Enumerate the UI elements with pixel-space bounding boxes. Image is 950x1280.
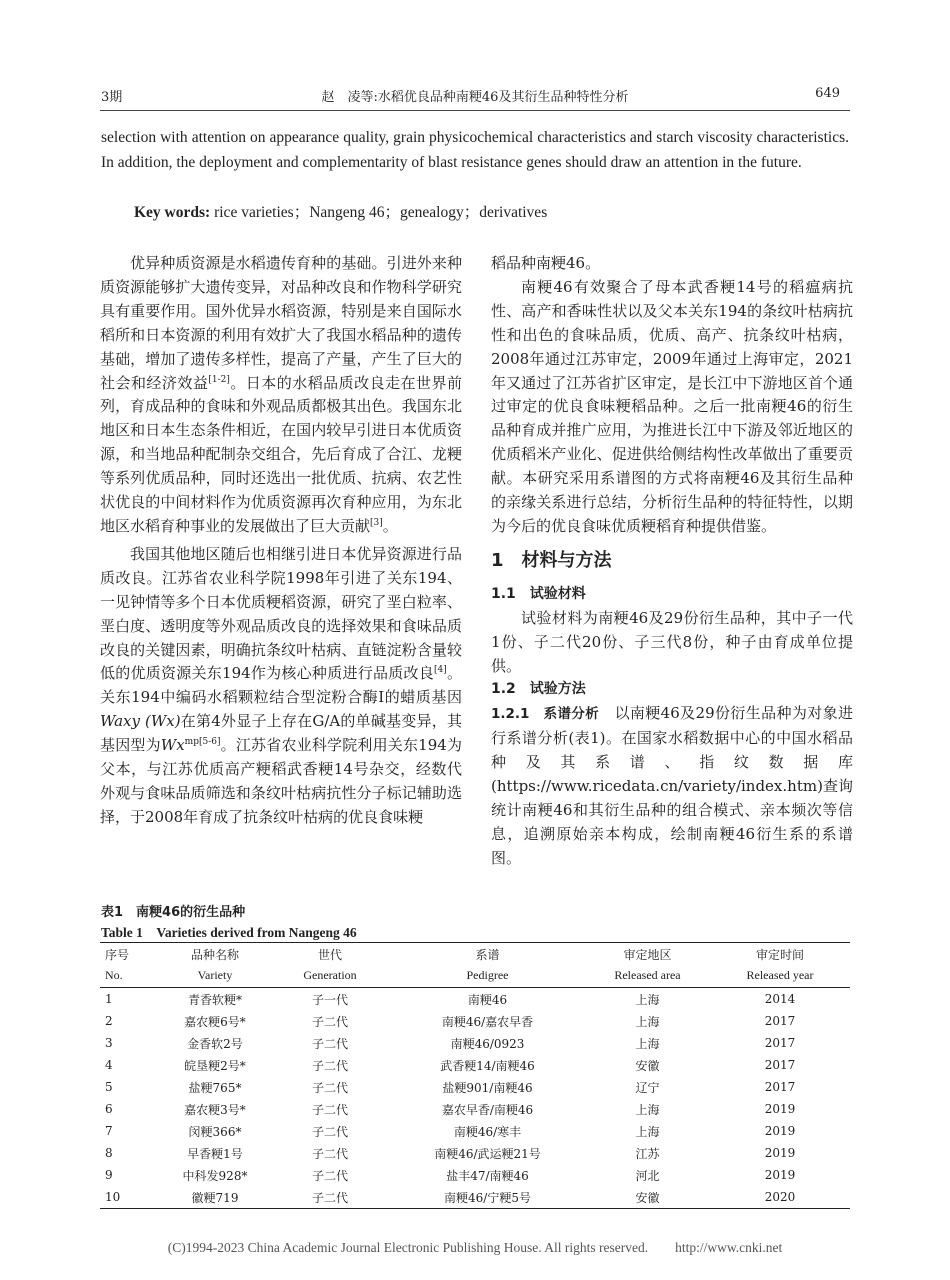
cell-generation: 子二代 <box>311 1080 348 1095</box>
keywords: Key words: rice varieties；Nangeng 46；genealogy；derivatives <box>134 204 548 221</box>
cell-pedigree: 南粳46/宁粳5号 <box>390 1186 585 1209</box>
cell-year: 2019 <box>764 1146 796 1160</box>
table-row <box>100 1120 850 1142</box>
cell-no: 7 <box>105 1124 113 1138</box>
page-number: 649 <box>815 86 840 101</box>
cell-generation: 子二代 <box>311 1124 348 1139</box>
table-row <box>100 1186 850 1209</box>
cell-year: 2020 <box>710 1186 850 1209</box>
cell-year: 2019 <box>764 1124 796 1138</box>
keywords-label: Key words <box>134 204 206 221</box>
ref-5-6[interactable]: [5-6] <box>198 737 221 748</box>
copyright-footer: (C)1994-2023 China Academic Journal Electronic Publishing House. All rights reserved. http://www.cnki.net <box>167 1240 783 1255</box>
intro-paragraph-2: 我国其他地区随后也相继引进日本优异资源进行品质改良。江苏省农业科学院1998年引进了关东194、一见钟情等多个日本优质粳稻资源，研究了垩白粒率、垩白度、透明度等外观品质改良的选择效果和食味品质改良的关键因素，明确抗条纹叶枯病、直链淀粉含量较低的优质资源关东194作为核心种质进行品质改良[4]。关东194中编码水稻颗粒结合型淀粉合酶I的蜡质基因Waxy (Wx)在第4外显子上存在G/A的单碱基变异，其基因型为$Wx^{mp[5-6]}$。江苏省农业科学院利用关东194为父本，与江苏优质高产粳稻武香粳14号杂交，经数代外观与食味品质筛选和条纹叶枯病抗性分子标记辅助选择，于2008年育成了抗条纹叶枯病的优良食味粳 <box>100 544 462 826</box>
abstract-tail: selection with attention on appearance quality, grain physicochemical characteristics and starch viscosity characteristics. In addition, the deployment and complementarity of blast resistance genes should draw an attention in the future. <box>101 129 849 171</box>
allele-sup: mp <box>184 737 199 748</box>
allele-name: Wx <box>160 736 185 755</box>
table-caption <box>101 903 357 943</box>
ref-3[interactable]: [3] <box>370 517 383 528</box>
cell-no: 8 <box>105 1146 113 1160</box>
continued-text: 稻品种南粳46。 <box>491 254 601 272</box>
cell-no: 3 <box>105 1036 113 1050</box>
cell-year: 2017 <box>764 1058 796 1072</box>
th-year-cn: 审定时间 <box>710 943 850 966</box>
cell-area: 江苏 <box>635 1146 660 1161</box>
cell-pedigree: 盐丰47/南粳46 <box>446 1168 529 1183</box>
cell-no: 5 <box>105 1080 113 1094</box>
cell-pedigree: 南粳46/0923 <box>450 1036 525 1051</box>
table-row <box>100 1054 850 1076</box>
gene-name: Waxy (Wx) <box>100 712 181 731</box>
header-rule <box>100 110 850 111</box>
table-row <box>100 988 850 1011</box>
left-column <box>100 252 462 830</box>
table-header-en <box>100 965 850 988</box>
table-row <box>100 1098 850 1120</box>
derivatives-table <box>100 942 850 1209</box>
th-year-en: Released year <box>710 965 850 988</box>
issue-label: 3期 <box>101 90 123 105</box>
cell-area: 上海 <box>635 1036 660 1051</box>
section-1-2-heading: 1.2 试验方法 <box>491 681 586 698</box>
th-variety-cn: 品种名称 <box>160 943 270 966</box>
cell-generation: 子二代 <box>311 1102 348 1117</box>
table-caption-cn: 表1 南粳46的衍生品种 <box>101 905 246 920</box>
cell-area: 上海 <box>635 1014 660 1029</box>
intro-paragraph-1: 优异种质资源是水稻遗传育种的基础。引进外来种质资源能够扩大遗传变异，对品种改良和作物科学研究具有重要作用。国外优异水稻资源，特别是来自国际水稻所和日本资源的利用有效扩大了我国水稻品种的遗传基础，增加了遗传多样性，提高了产量，产生了巨大的社会和经济效益[1-2]。日本的水稻品质改良走在世界前列，育成品种的食味和外观品质都极其出色。我国东北地区和日本生态条件相近，在国内较早引进日本优质资源，和当地品种配制杂交组合，先后育成了合江、龙粳等系列优质品种，同时还选出一批优质、抗病、农艺性状优良的中间材料作为优质资源再次育种应用，为东北地区水稻育种事业的发展做出了巨大贡献[3]。 <box>100 254 462 535</box>
cell-pedigree: 南粳46 <box>467 992 508 1007</box>
cell-area: 辽宁 <box>635 1080 660 1095</box>
table-row <box>100 1010 850 1032</box>
section-1-2-1-heading: 1.2.1 系谱分析 <box>491 706 600 723</box>
cell-generation: 子二代 <box>311 1014 348 1029</box>
cell-no: 4 <box>105 1058 113 1072</box>
cell-variety: 中科发928* <box>182 1168 248 1183</box>
keywords-text: rice varieties；Nangeng 46；genealogy；derivatives <box>214 204 548 221</box>
cell-area: 河北 <box>635 1168 660 1183</box>
ref-1-2[interactable]: [1-2] <box>208 374 230 385</box>
th-generation-en: Generation <box>270 965 390 988</box>
running-title: 赵 凌等:水稻优良品种南粳46及其衍生品种特性分析 <box>321 90 629 105</box>
cell-variety: 皖垦粳2号* <box>184 1058 246 1073</box>
th-area-en: Released area <box>585 965 710 988</box>
cell-generation: 子二代 <box>311 1146 348 1161</box>
table-row <box>100 1164 850 1186</box>
cell-year: 2017 <box>764 1014 796 1028</box>
th-pedigree-cn: 系谱 <box>390 943 585 966</box>
cell-variety: 盐粳765* <box>188 1080 242 1095</box>
cell-area: 上海 <box>635 1124 660 1139</box>
table-header-cn <box>100 943 850 966</box>
cell-pedigree: 武香粳14/南粳46 <box>440 1058 535 1073</box>
cell-no: 10 <box>100 1186 160 1209</box>
cell-year: 2019 <box>764 1168 796 1182</box>
cell-variety: 嘉农粳3号* <box>184 1102 246 1117</box>
cell-variety: 闵粳366* <box>188 1124 242 1139</box>
th-generation-cn: 世代 <box>270 943 390 966</box>
table-row <box>100 1032 850 1054</box>
materials-paragraph: 试验材料为南粳46及29份衍生品种，其中子一代1份、子二代20份、子三代8份，种子由育成单位提供。 <box>491 608 853 675</box>
th-variety-en: Variety <box>160 965 270 988</box>
cell-generation: 子一代 <box>311 992 348 1007</box>
cell-pedigree: 嘉农早香/南粳46 <box>441 1102 534 1117</box>
cell-year: 2014 <box>764 992 796 1006</box>
cell-no: 9 <box>105 1168 113 1182</box>
cell-generation: 子二代 <box>270 1186 390 1209</box>
table-row <box>100 1076 850 1098</box>
right-column <box>491 252 853 871</box>
cell-variety: 早香粳1号 <box>187 1146 243 1161</box>
section-1-1-heading: 1.1 试验材料 <box>491 585 586 602</box>
cell-year: 2017 <box>764 1036 796 1050</box>
table-row <box>100 1142 850 1164</box>
intro-paragraph-3: 南粳46有效聚合了母本武香粳14号的稻瘟病抗性、高产和香味性状以及父本关东194的条纹叶枯病抗性和出色的食味品质，优质、高产、抗条纹叶枯病，2008年通过江苏审定，2009年通过上海审定，2021年又通过了江苏省扩区审定，是长江中下游地区首个通过审定的优良食味粳稻品种。之后一批南粳46的衍生品种育成并推广应用，为推进长江中下游及邻近地区的优质稻米产业化、促进供给侧结构性改革做出了重要贡献。本研究采用系谱图的方式将南粳46及其衍生品种的亲缘关系进行总结，分析衍生品种的特征特性，以期为今后的优良食味优质粳稻育种提供借鉴。 <box>491 277 853 535</box>
cell-year: 2017 <box>764 1080 796 1094</box>
cell-no: 6 <box>105 1102 113 1116</box>
cell-area: 安徽 <box>585 1186 710 1209</box>
th-pedigree-en: Pedigree <box>390 965 585 988</box>
th-no-en: No. <box>100 965 160 988</box>
table-caption-en: Table 1 Varieties derived from Nangeng 46 <box>101 925 357 940</box>
cell-pedigree: 南粳46/武运粳21号 <box>434 1146 541 1161</box>
cell-pedigree: 盐粳901/南粳46 <box>442 1080 533 1095</box>
section-1-heading: 1 材料与方法 <box>491 549 612 571</box>
cell-variety: 金香软2号 <box>187 1036 243 1051</box>
cell-pedigree: 南粳46/寒丰 <box>453 1124 522 1139</box>
cell-area: 安徽 <box>635 1058 660 1073</box>
cell-pedigree: 南粳46/嘉农早香 <box>441 1014 534 1029</box>
th-area-cn: 审定地区 <box>585 943 710 966</box>
ref-4[interactable]: [4] <box>433 665 447 676</box>
cell-variety: 青香软粳* <box>187 992 242 1007</box>
methods-paragraph: 1.2.1 系谱分析 以南粳46及29份衍生品种为对象进行系谱分析(表1)。在国家水稻数据中心的中国水稻品种及其系谱、指纹数据库(https://www.ricedata.cn/variety/index.htm)查询统计南粳46和其衍生品种的组合模式、亲本频次等信息，追溯原始亲本构成，绘制南粳46衍生系的系谱图。 <box>491 704 853 867</box>
cell-area: 上海 <box>635 1102 660 1117</box>
cell-no: 1 <box>105 992 113 1006</box>
cell-year: 2019 <box>764 1102 796 1116</box>
cell-variety: 嘉农粳6号* <box>184 1014 246 1029</box>
cell-generation: 子二代 <box>311 1058 348 1073</box>
th-no-cn: 序号 <box>100 943 160 966</box>
cell-generation: 子二代 <box>311 1168 348 1183</box>
cell-area: 上海 <box>635 992 660 1007</box>
cell-variety: 徽粳719 <box>160 1186 270 1209</box>
cell-no: 2 <box>105 1014 113 1028</box>
cell-generation: 子二代 <box>311 1036 348 1051</box>
